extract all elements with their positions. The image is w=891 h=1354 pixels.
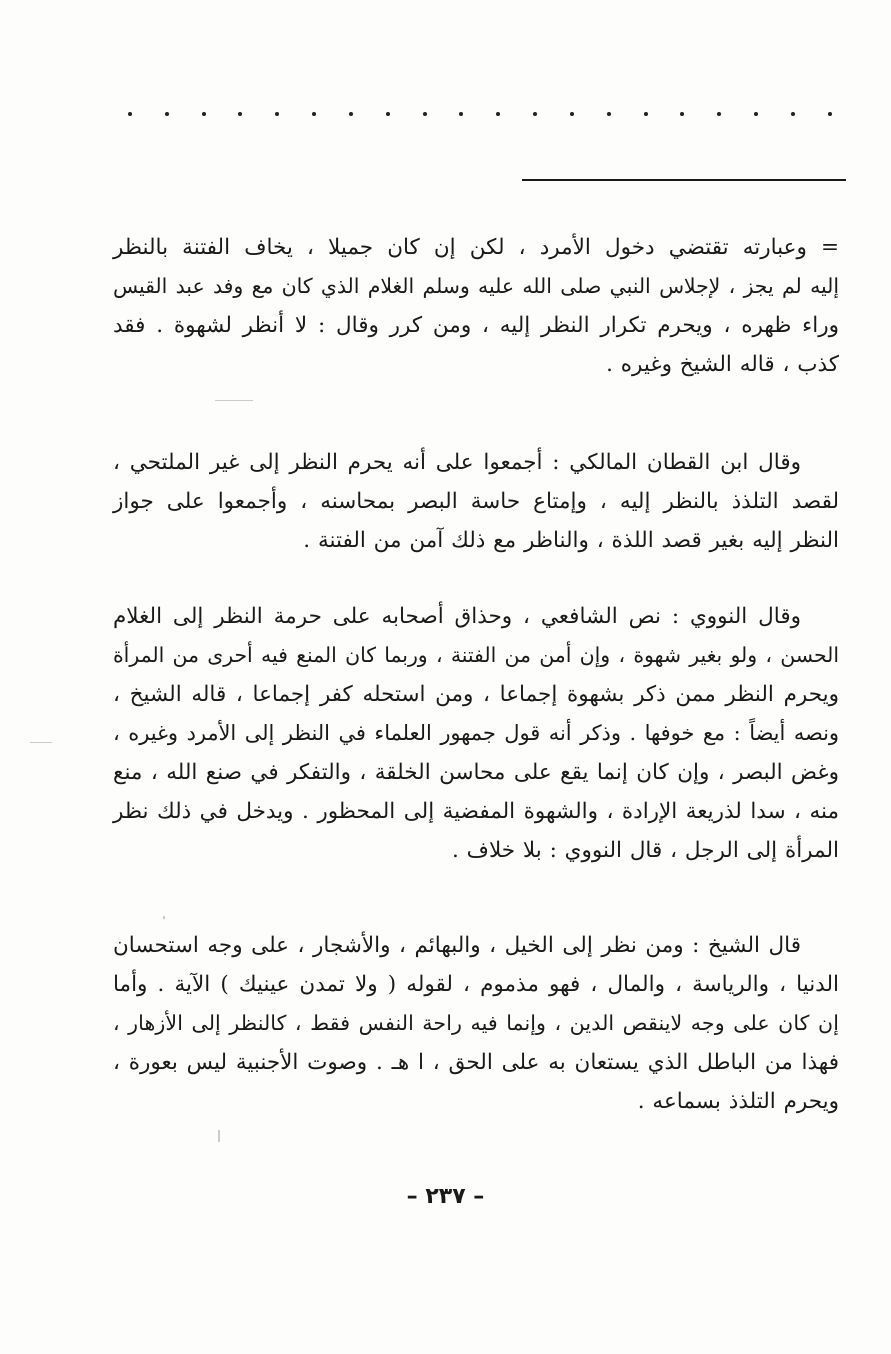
footnote-paragraph-3 (113, 597, 839, 870)
dot (238, 112, 242, 116)
text-line: الدنيا ، والرياسة ، والمال ، فهو مذموم ، لقوله ( ولا تمدن عينيك ) الآية . وأما (113, 972, 839, 997)
dot (165, 112, 169, 116)
dot (680, 112, 684, 116)
text-line: إن كان على وجه لاينقص الدين ، وإنما فيه راحة النفس فقط ، كالنظر إلى الأزهار ، (113, 1011, 839, 1035)
text-line: وقال ابن القطان المالكي : أجمعوا على أنه يحرم النظر إلى غير الملتحي ، (113, 450, 801, 475)
footnote-separator-rule (522, 179, 846, 181)
text-line: قال الشيخ : ومن نظر إلى الخيل ، والبهائم ، والأشجار ، على وجه استحسان (113, 933, 801, 958)
text-line: منه ، سدا لذريعة الإرادة ، والشهوة المفضية إلى المحظور . ويدخل في ذلك نظر (113, 799, 839, 824)
text-line: المرأة إلى الرجل ، قال النووي : بلا خلاف . (452, 838, 839, 863)
text-line: ويحرم التلذذ بسماعه . (637, 1089, 839, 1114)
dot (496, 112, 500, 116)
dot (386, 112, 390, 116)
text-line: ونصه أيضاً : مع خوفها . وذكر أنه قول جمهور العلماء في النظر إلى الأمرد وغيره ، (113, 721, 839, 745)
text-line: وغض البصر ، وإن كان إنما يقع على محاسن الخلقة ، والتفكر في صنع الله ، منع (113, 760, 839, 785)
dot (202, 112, 206, 116)
text-line: وراء ظهره ، ويحرم تكرار النظر إليه ، ومن كرر وقال : لا أنظر لشهوة . فقد (113, 313, 839, 338)
dot (423, 112, 427, 116)
text-line: النظر إليه بغير قصد اللذة ، والناظر مع ذلك آمن من الفتنة . (303, 528, 839, 553)
dot (791, 112, 795, 116)
dot (754, 112, 758, 116)
dot (533, 112, 537, 116)
text-line: إليه لم يجز ، لإجلاس النبي صلى الله عليه وسلم الغلام الذي كان مع وفد عبد القيس (113, 274, 839, 298)
dot (828, 112, 832, 116)
page-number: – ٢٣٧ – (406, 1184, 485, 1209)
footnote-paragraph-1 (113, 228, 839, 384)
ellipsis-dot-row (128, 112, 832, 116)
text-line: لقصد التلذذ بالنظر إليه ، وإمتاع حاسة البصر بمحاسنه ، وأجمعوا على جواز (113, 489, 839, 514)
dot (128, 112, 132, 116)
dot (717, 112, 721, 116)
footnote-paragraph-4 (113, 926, 839, 1121)
dot (459, 112, 463, 116)
footnote-paragraph-2 (113, 443, 839, 560)
text-line: وقال النووي : نص الشافعي ، وحذاق أصحابه على حرمة النظر إلى الغلام (113, 604, 801, 629)
dot (570, 112, 574, 116)
scan-speck (163, 916, 165, 919)
dot (349, 112, 353, 116)
dot (607, 112, 611, 116)
text-line: = وعبارته تقتضي دخول الأمرد ، لكن إن كان جميلا ، يخاف الفتنة بالنظر (113, 235, 839, 260)
scan-speck (30, 742, 52, 743)
scan-speck (215, 400, 253, 401)
dot (275, 112, 279, 116)
dot (644, 112, 648, 116)
text-line: الحسن ، ولو بغير شهوة ، وإن أمن من الفتنة ، وربما كان المنع فيه أحرى من المرأة (113, 643, 839, 667)
scan-speck (218, 1130, 220, 1142)
dot (312, 112, 316, 116)
text-line: كذب ، قاله الشيخ وغيره . (606, 352, 839, 377)
text-line: ويحرم النظر ممن ذكر بشهوة إجماعا ، ومن استحله كفر إجماعا ، قاله الشيخ ، (113, 682, 839, 707)
text-line: فهذا من الباطل الذي يستعان به على الحق ، ا هـ . وصوت الأجنبية ليس بعورة ، (113, 1050, 839, 1075)
